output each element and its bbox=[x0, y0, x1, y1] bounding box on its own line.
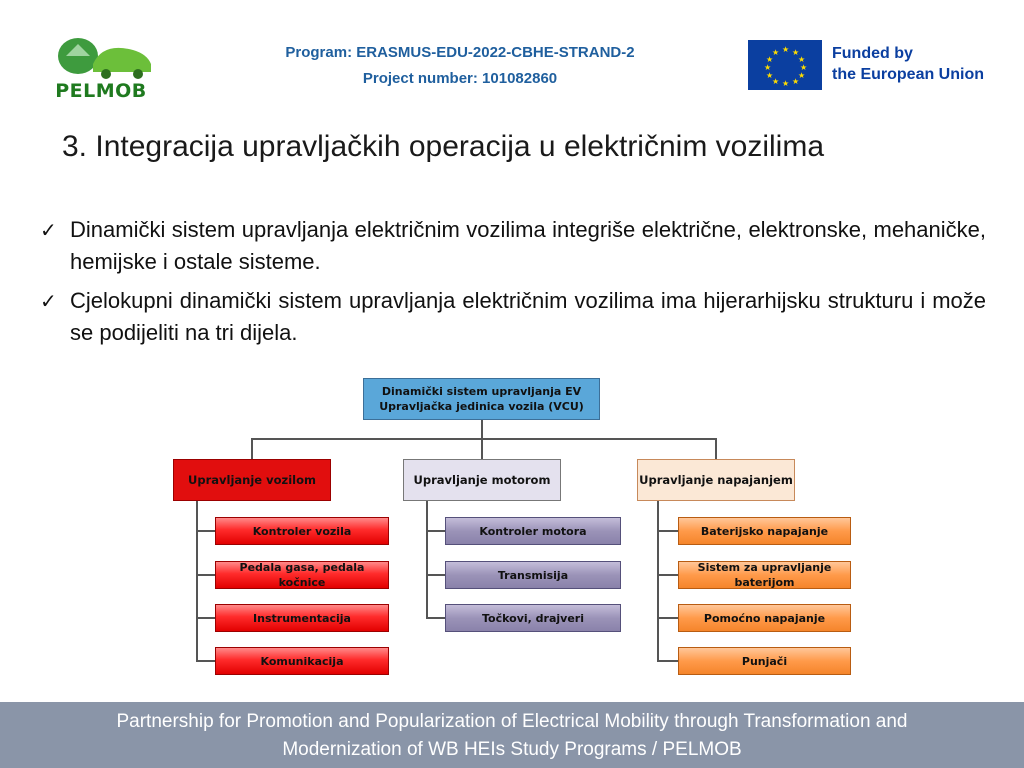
connector-line bbox=[196, 501, 198, 661]
node-power-control: Upravljanje napajanjem bbox=[637, 459, 795, 501]
bullet-item bbox=[40, 214, 986, 278]
connector-line bbox=[426, 574, 445, 576]
svg-text:★: ★ bbox=[798, 71, 806, 80]
svg-text:★: ★ bbox=[792, 77, 800, 86]
connector-line bbox=[251, 438, 716, 440]
svg-text:★: ★ bbox=[792, 48, 800, 57]
svg-text:★: ★ bbox=[764, 63, 772, 72]
node-transmission: Transmisija bbox=[445, 561, 621, 589]
bullet-text: Cjelokupni dinamički sistem upravljanja električnim vozilima ima hijerarhijsku strukturu i može se podijeliti na tri dijela. bbox=[70, 288, 986, 345]
svg-text:★: ★ bbox=[798, 55, 806, 64]
svg-text:★: ★ bbox=[766, 71, 774, 80]
bullet-text: Dinamički sistem upravljanja električnim vozilima integriše električne, elektronske, mehaničke, hemijske i ostale sisteme. bbox=[70, 217, 986, 274]
connector-line bbox=[196, 530, 215, 532]
svg-text:★: ★ bbox=[772, 48, 780, 57]
connector-line bbox=[715, 438, 717, 459]
logo-text: PELMOB bbox=[55, 80, 147, 102]
node-bms: Sistem za upravljanje baterijom bbox=[678, 561, 851, 589]
node-battery-supply: Baterijsko napajanje bbox=[678, 517, 851, 545]
connector-line bbox=[426, 617, 445, 619]
svg-text:★: ★ bbox=[766, 55, 774, 64]
node-instrumentation: Instrumentacija bbox=[215, 604, 389, 632]
bullet-item bbox=[40, 285, 986, 349]
node-communication: Komunikacija bbox=[215, 647, 389, 675]
connector-line bbox=[196, 660, 215, 662]
svg-text:★: ★ bbox=[782, 45, 790, 54]
connector-line bbox=[481, 438, 483, 459]
vcu-root-node bbox=[363, 378, 600, 420]
footer-banner bbox=[0, 702, 1024, 768]
slide-title: 3. Integracija upravljačkih operacija u električnim vozilima bbox=[62, 130, 824, 163]
checkmark-icon: ✓ bbox=[40, 218, 57, 242]
node-vehicle-control: Upravljanje vozilom bbox=[173, 459, 331, 501]
eu-funded-line2: the European Union bbox=[832, 66, 984, 83]
root-line2: Upravljačka jedinica vozila (VCU) bbox=[379, 400, 584, 413]
eu-flag-icon bbox=[748, 40, 822, 90]
connector-line bbox=[426, 501, 428, 618]
node-motor-controller: Kontroler motora bbox=[445, 517, 621, 545]
node-motor-control: Upravljanje motorom bbox=[403, 459, 561, 501]
connector-line bbox=[196, 574, 215, 576]
connector-line bbox=[251, 438, 253, 459]
program-line: Program: ERASMUS-EDU-2022-CBHE-STRAND-2 bbox=[285, 44, 635, 61]
connector-line bbox=[657, 660, 678, 662]
pelmob-logo bbox=[48, 34, 154, 102]
connector-line bbox=[657, 530, 678, 532]
node-chargers: Punjači bbox=[678, 647, 851, 675]
connector-line bbox=[657, 574, 678, 576]
svg-text:★: ★ bbox=[772, 77, 780, 86]
footer-line2: Modernization of WB HEIs Study Programs / PELMOB bbox=[282, 739, 742, 760]
svg-text:★: ★ bbox=[800, 63, 808, 72]
footer-line1: Partnership for Promotion and Popularization of Electrical Mobility through Transformation and bbox=[116, 711, 908, 732]
bullet-list bbox=[40, 214, 986, 356]
connector-line bbox=[481, 420, 483, 438]
project-number: Project number: 101082860 bbox=[362, 70, 558, 87]
connector-line bbox=[657, 501, 659, 661]
node-pedals: Pedala gasa, pedala kočnice bbox=[215, 561, 389, 589]
node-vehicle-controller: Kontroler vozila bbox=[215, 517, 389, 545]
node-wheels-drivers: Točkovi, drajveri bbox=[445, 604, 621, 632]
eu-funded-line1: Funded by bbox=[832, 45, 913, 62]
svg-text:★: ★ bbox=[782, 79, 790, 88]
eu-funding-label bbox=[832, 43, 984, 85]
connector-line bbox=[657, 617, 678, 619]
connector-line bbox=[196, 617, 215, 619]
program-info bbox=[230, 40, 690, 92]
node-auxiliary-supply: Pomoćno napajanje bbox=[678, 604, 851, 632]
connector-line bbox=[426, 530, 445, 532]
checkmark-icon: ✓ bbox=[40, 289, 57, 313]
root-line1: Dinamički sistem upravljanja EV bbox=[381, 385, 582, 398]
